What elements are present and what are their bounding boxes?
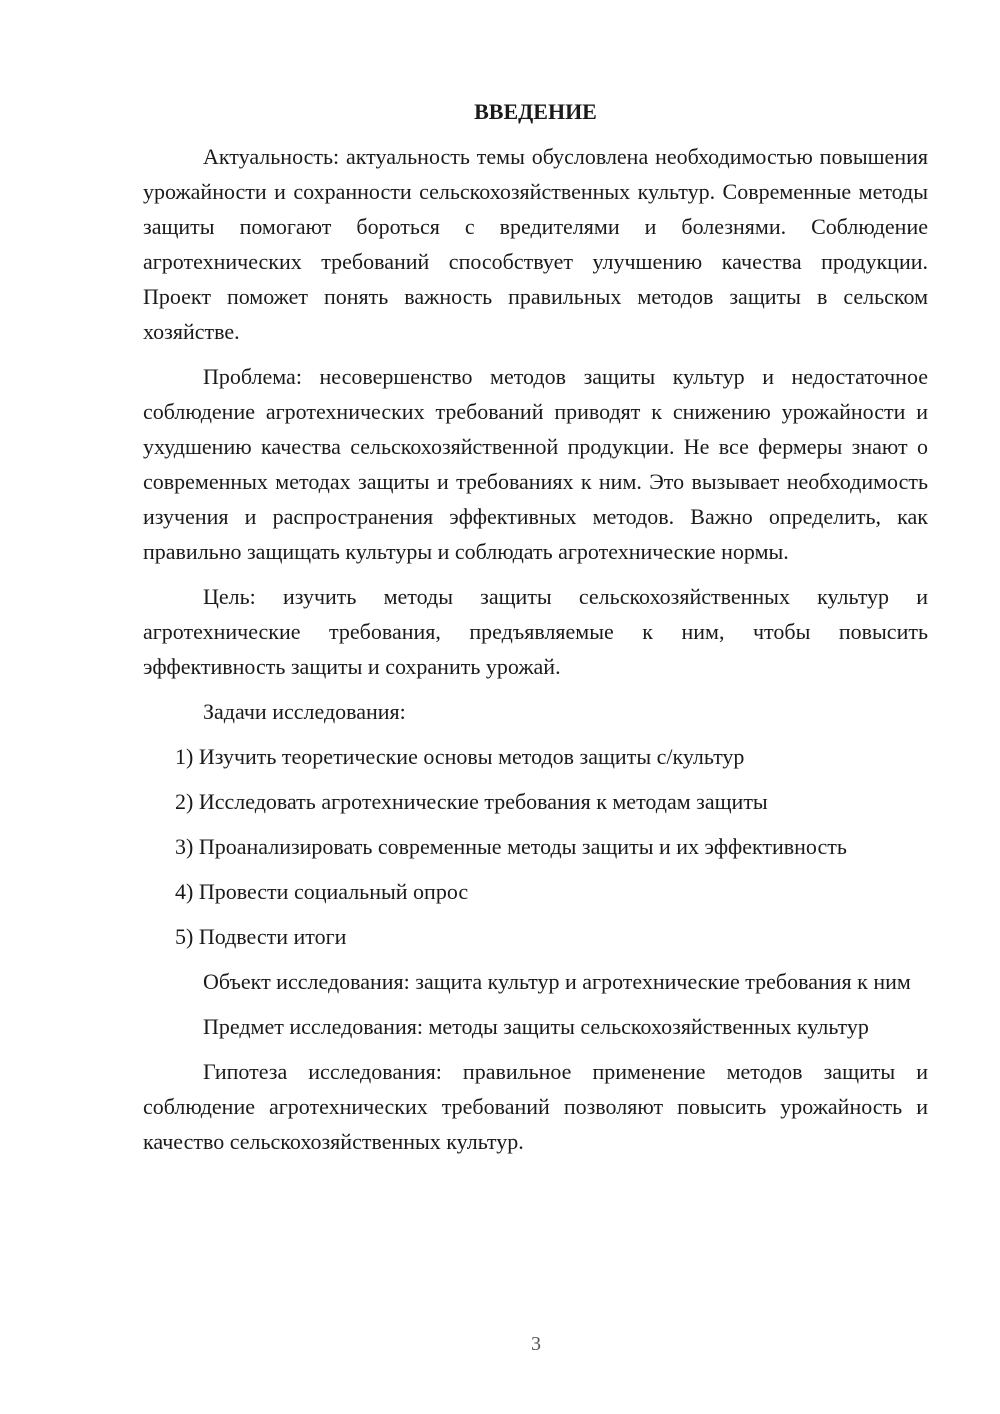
- document-page: [143, 94, 928, 1169]
- problem-paragraph: Проблема: несовершенство методов защиты культур и недостаточное соблюдение агротехнических требований приводят к снижению урожайности и ухудшению качества сельскохозяйственной продукции. Не все фермеры знают о современных методах защиты и требованиях к ним. Это вызывает необходимость изучения и распространения эффективных методов. Важно определить, как правильно защищать культуры и соблюдать агротехнические нормы.: [143, 364, 928, 564]
- page-number: 3: [531, 1333, 541, 1355]
- task-item-1: 1) Изучить теоретические основы методов защиты с/культур: [175, 744, 745, 769]
- relevance-paragraph: Актуальность: актуальность темы обусловлена необходимостью повышения урожайности и сохранности сельскохозяйственных культур. Современные методы защиты помогают бороться с вредителями и болезнями. Соблюдение агротехнических требований способствует улучшению качества продукции. Проект поможет понять важность правильных методов защиты в сельском хозяйстве.: [143, 144, 928, 344]
- goal-paragraph: Цель: изучить методы защиты сельскохозяйственных культур и агротехнические требования, предъявляемые к ним, чтобы повысить эффективность защиты и сохранить урожай.: [143, 584, 928, 679]
- page-title: ВВЕДЕНИЕ: [474, 99, 597, 124]
- object-paragraph: Объект исследования: защита культур и агротехнические требования к ним: [203, 969, 911, 994]
- tasks-heading: Задачи исследования:: [203, 699, 406, 724]
- task-item-3: 3) Проанализировать современные методы защиты и их эффективность: [175, 834, 847, 859]
- task-item-4: 4) Провести социальный опрос: [175, 879, 469, 904]
- hypothesis-paragraph: Гипотеза исследования: правильное применение методов защиты и соблюдение агротехнических требований позволяют повысить урожайность и качество сельскохозяйственных культур.: [143, 1059, 928, 1154]
- task-item-2: 2) Исследовать агротехнические требования к методам защиты: [175, 789, 768, 814]
- task-item-5: 5) Подвести итоги: [175, 924, 347, 949]
- subject-paragraph: Предмет исследования: методы защиты сельскохозяйственных культур: [203, 1014, 869, 1039]
